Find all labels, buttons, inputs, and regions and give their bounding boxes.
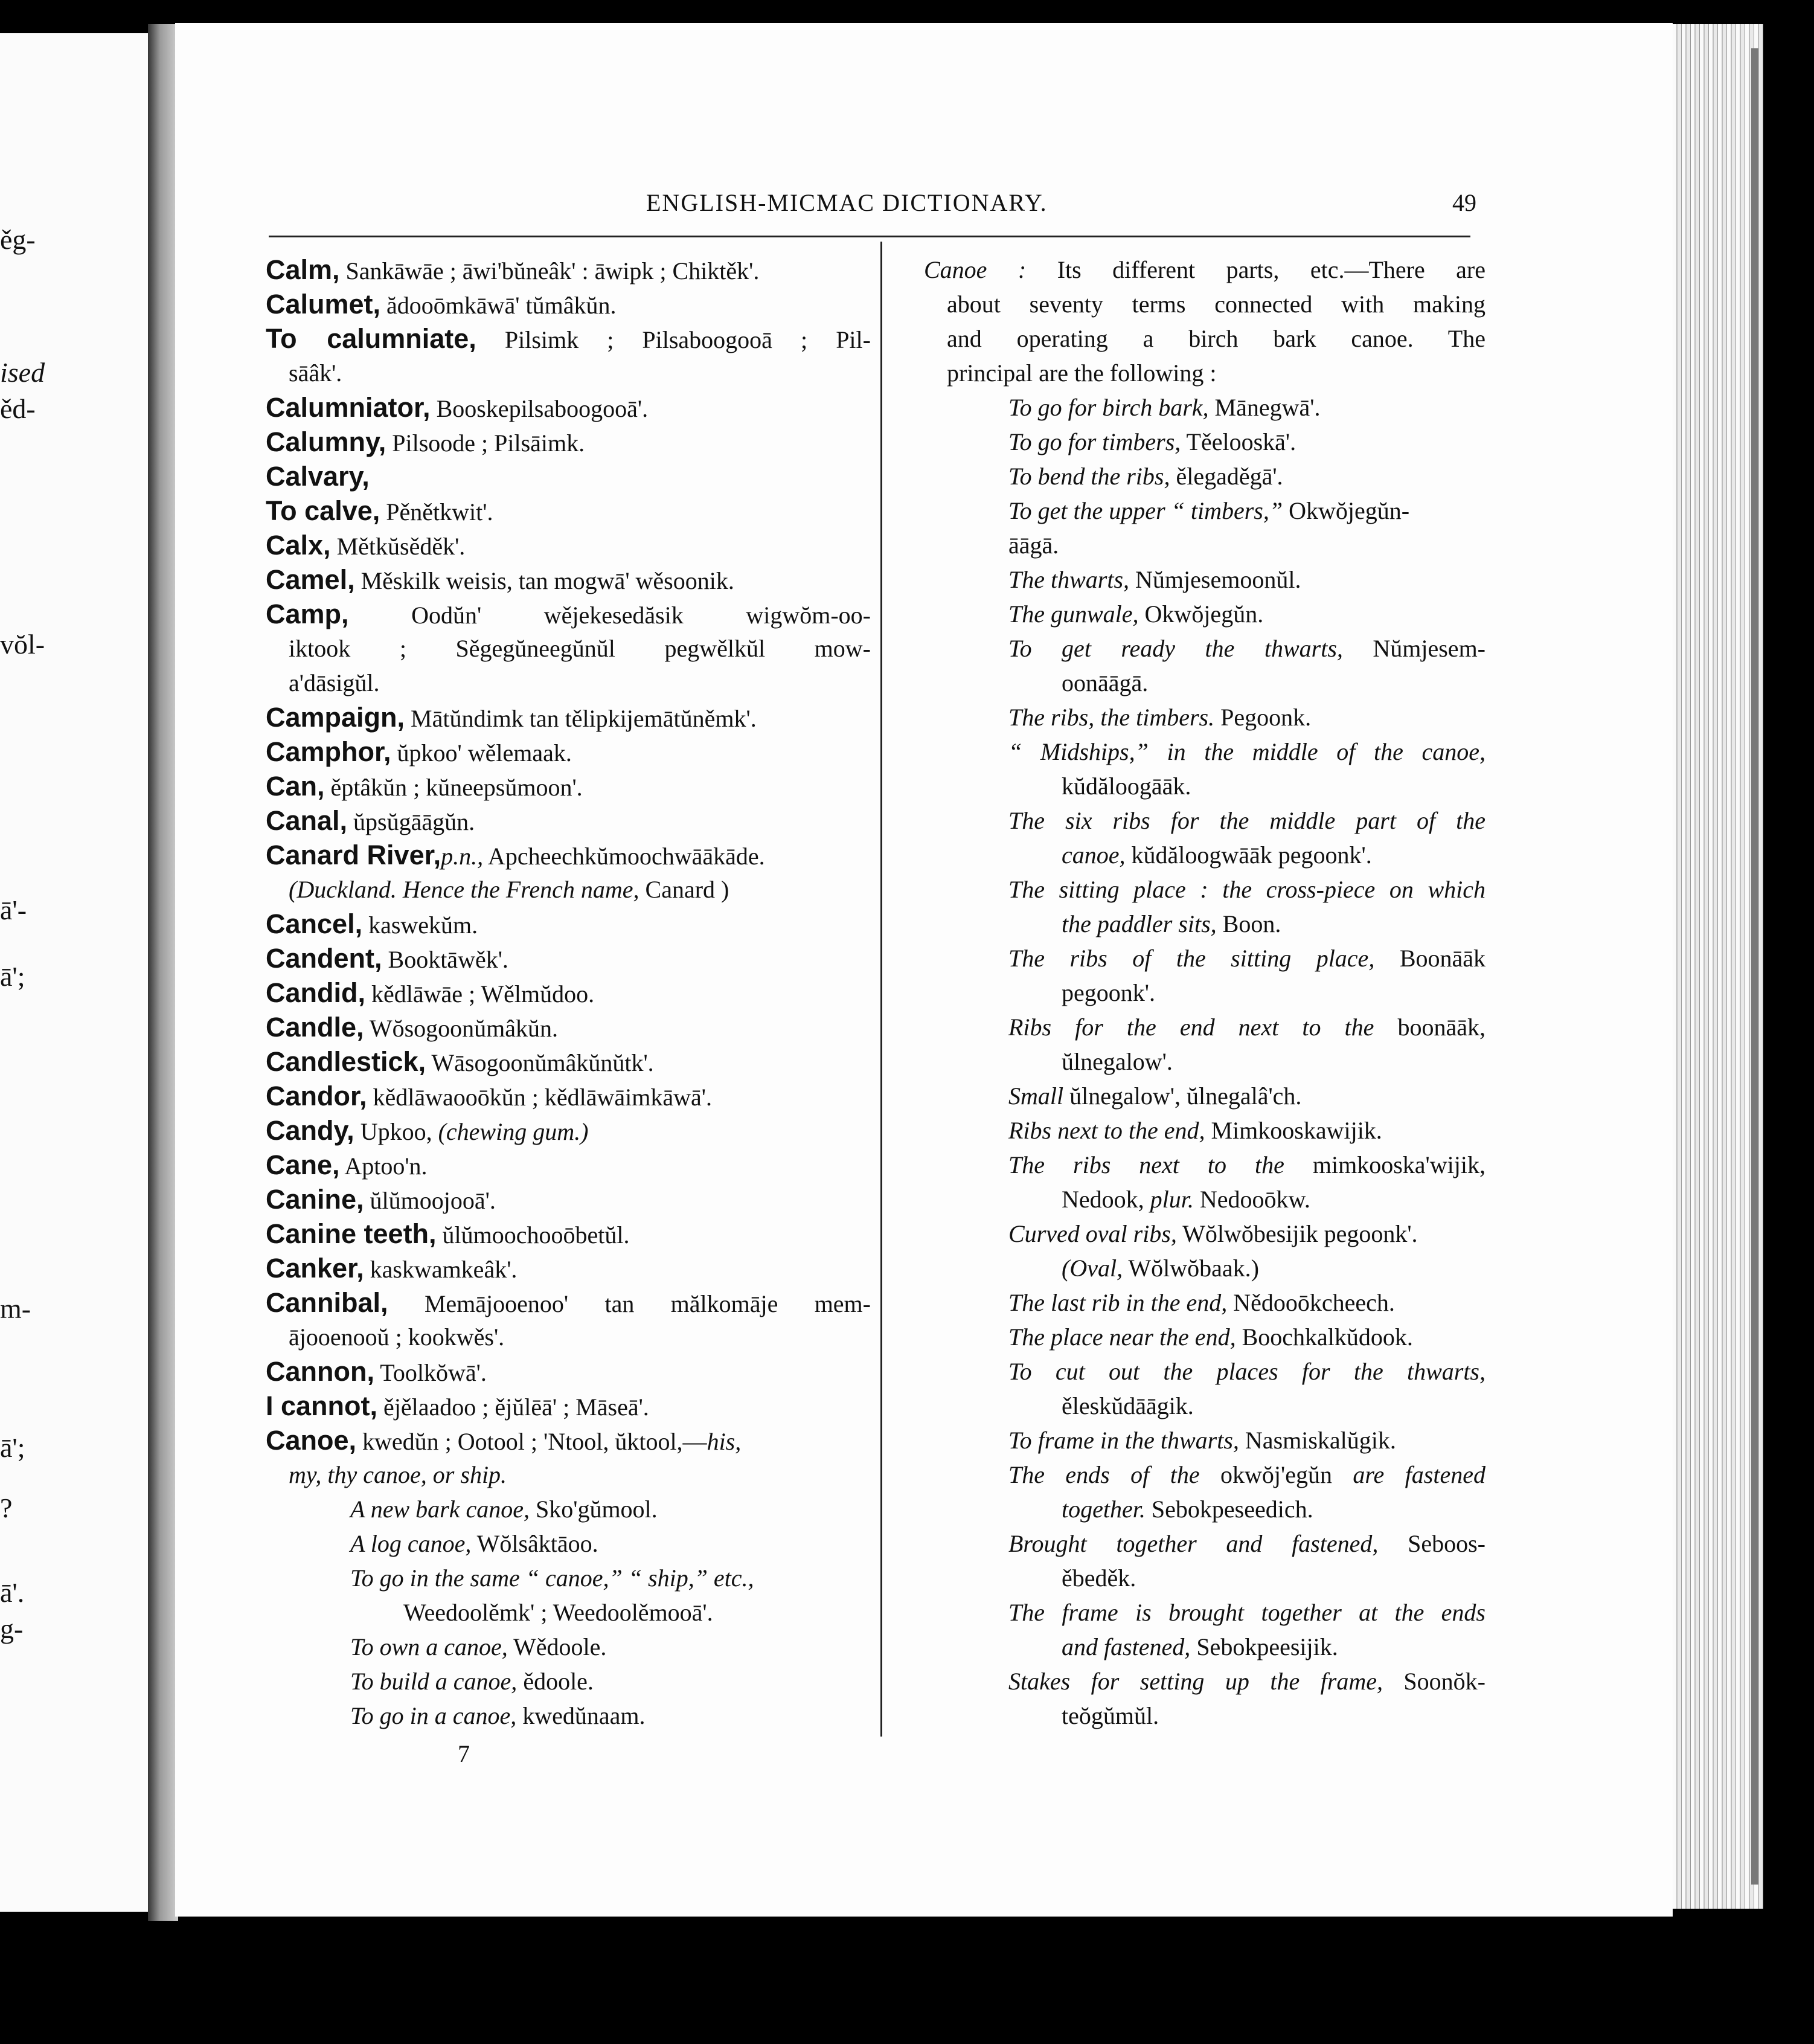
headword: Canine teeth,	[266, 1218, 437, 1249]
italic-gloss: The ends of the	[1008, 1461, 1200, 1488]
page-number: 49	[1452, 189, 1476, 216]
entry-line	[924, 1630, 1485, 1664]
entry-line	[266, 666, 871, 700]
headword: Calm,	[266, 254, 340, 285]
entry-line	[924, 562, 1485, 597]
translation: okwŏj'egŭn	[1199, 1461, 1332, 1488]
entry-line	[924, 459, 1485, 493]
headword: Canal,	[266, 805, 348, 836]
italic-gloss: To go for timbers,	[1008, 428, 1181, 455]
italic-gloss: my, thy canoe, or ship.	[289, 1461, 507, 1488]
translation: mimkooska'wijik,	[1284, 1151, 1485, 1178]
translation: Měskilk weisis, tan mogwā' wěsoonik.	[354, 567, 734, 594]
translation: teŏgŭmŭl.	[1062, 1702, 1159, 1729]
entry-line	[924, 631, 1485, 666]
headword: Calumet,	[266, 289, 381, 320]
left-page-fragment: ised	[0, 357, 45, 388]
entry-line	[266, 562, 871, 597]
left-page-fragment: ā'-	[0, 895, 27, 925]
entry-line	[924, 803, 1485, 838]
entry-line	[266, 252, 871, 287]
italic-gloss: plur.	[1144, 1186, 1194, 1213]
translation: iktook ; Sěgegŭneegŭnŭl pegwělkŭl mow-	[289, 635, 871, 662]
entry-line	[266, 1010, 871, 1044]
entry-line	[266, 975, 871, 1010]
headword: Candent,	[266, 943, 382, 974]
entry-line	[266, 1630, 871, 1664]
italic-gloss: Ribs for the end next to the	[1008, 1014, 1374, 1041]
italic-gloss: A log canoe,	[350, 1530, 472, 1557]
translation: Nědooōkcheech.	[1227, 1289, 1395, 1316]
headword: I cannot,	[266, 1390, 378, 1421]
translation: pegoonk'.	[1062, 979, 1155, 1006]
italic-gloss: To get ready the thwarts,	[1008, 635, 1343, 662]
entry-line	[924, 1148, 1485, 1182]
translation: Pilsimk ; Pilsaboogooā ; Pil-	[476, 326, 871, 353]
italic-gloss: The ribs of the sitting place,	[1008, 945, 1375, 972]
translation: Sankāwāe ; āwi'bŭneâk' : āwipk ; Chiktěk'.	[339, 257, 760, 284]
translation: Nŭmjesem-	[1342, 635, 1485, 662]
translation: ějělaadoo ; ějŭlēā' ; Māseā'.	[377, 1393, 649, 1421]
italic-gloss: To cut out the places for the thwarts,	[1008, 1358, 1485, 1385]
left-page-fragment: ?	[0, 1493, 13, 1523]
entry-line	[266, 1216, 871, 1251]
translation: Wědoole.	[507, 1633, 607, 1660]
translation: kaskwamkeâk'.	[364, 1256, 518, 1283]
italic-gloss: The frame is brought together at the ends	[1008, 1599, 1485, 1626]
headword: Cannon,	[266, 1356, 374, 1387]
entry-line	[266, 1044, 871, 1079]
italic-gloss: Ribs next to the end,	[1008, 1117, 1205, 1144]
entry-line	[924, 1113, 1485, 1148]
translation: Sebokpeesijik.	[1190, 1633, 1338, 1660]
entry-line	[266, 631, 871, 666]
entry-line	[924, 1664, 1485, 1699]
translation: ěbeděk.	[1062, 1564, 1136, 1592]
italic-gloss: are fastened	[1332, 1461, 1485, 1488]
entry-line	[924, 941, 1485, 975]
left-column	[266, 252, 871, 1733]
translation: Nedooōkw.	[1193, 1186, 1310, 1213]
translation: kědlāwāe ; Wělmŭdoo.	[365, 980, 595, 1008]
translation: kŭdăloogāāk.	[1062, 773, 1191, 800]
translation: kědlāwaooōkŭn ; kědlāwāimkāwā'.	[367, 1084, 712, 1111]
translation: Sko'gŭmool.	[529, 1496, 658, 1523]
translation: oonāāgā.	[1062, 669, 1149, 696]
translation: Boonāāk	[1374, 945, 1485, 972]
headword: Canoe,	[266, 1425, 357, 1456]
entry-line	[266, 1457, 871, 1492]
italic-gloss: To get the upper “ timbers,”	[1008, 497, 1283, 524]
entry-line	[924, 666, 1485, 700]
headword: Can,	[266, 771, 325, 802]
entry-line	[924, 425, 1485, 459]
entry-line	[266, 459, 871, 493]
entry-line	[924, 1595, 1485, 1630]
translation: ědoole.	[517, 1668, 594, 1695]
right-column	[924, 252, 1485, 1733]
entry-line	[924, 528, 1485, 562]
translation: ŭlnegalow', ŭlnegalâ'ch.	[1063, 1082, 1302, 1110]
headword: Calvary,	[266, 461, 370, 492]
book-gutter	[148, 24, 178, 1921]
entry-line	[266, 287, 871, 321]
headword: Cannibal,	[266, 1287, 388, 1318]
translation: ŭpkoo' wělemaak.	[391, 739, 572, 766]
italic-gloss: “ Midships,” in the middle of the canoe,	[1008, 738, 1485, 765]
italic-gloss: Canoe :	[924, 256, 1027, 283]
entry-line	[924, 907, 1485, 941]
entry-line	[266, 769, 871, 803]
translation: ŭlŭmoojooā'.	[364, 1187, 496, 1214]
translation: Canard )	[639, 876, 729, 903]
italic-gloss: (Duckland. Hence the French name,	[289, 876, 639, 903]
headword: Candlestick,	[266, 1046, 426, 1077]
entry-line	[924, 1561, 1485, 1595]
translation: and operating a birch bark canoe. The	[947, 325, 1485, 352]
entry-line	[924, 493, 1485, 528]
translation: a'dāsigŭl.	[289, 669, 380, 696]
translation: kaswekŭm.	[362, 911, 478, 939]
entry-line	[924, 321, 1485, 356]
translation: ŭpsŭgāāgŭn.	[347, 808, 475, 835]
entry-line	[266, 528, 871, 562]
translation: Boochkalkŭdook.	[1236, 1323, 1413, 1351]
italic-gloss: Curved oval ribs,	[1008, 1220, 1177, 1247]
translation: Soonŏk-	[1382, 1668, 1485, 1695]
entry-line	[266, 803, 871, 838]
translation: Booskepilsaboogooā'.	[430, 395, 649, 422]
italic-gloss: canoe,	[1062, 841, 1126, 869]
translation: kwedŭn ; Ootool ; 'Ntool, ŭktool,—	[356, 1428, 707, 1455]
headword: To calve,	[266, 495, 380, 526]
translation: Upkoo,	[354, 1118, 432, 1145]
entry-line	[266, 425, 871, 459]
entry-line	[924, 1423, 1485, 1457]
italic-gloss: A new bark canoe,	[350, 1496, 530, 1523]
entry-line	[266, 1492, 871, 1526]
headword: Cancel,	[266, 908, 363, 939]
translation: ădooōmkāwā' tŭmâkŭn.	[380, 292, 617, 319]
italic-gloss: The six ribs for the middle part of the	[1008, 807, 1485, 834]
entry-line	[266, 907, 871, 941]
entry-line	[266, 321, 871, 356]
left-page-fragment: ā'.	[0, 1577, 25, 1608]
italic-gloss: the paddler sits,	[1062, 910, 1217, 937]
italic-gloss: The thwarts,	[1008, 566, 1130, 593]
entry-line	[266, 1664, 871, 1699]
translation: Wŏlwŏbesijik pegoonk'.	[1176, 1220, 1418, 1247]
headword: Candle,	[266, 1012, 364, 1043]
headword: Calx,	[266, 530, 331, 561]
entry-line	[266, 1389, 871, 1423]
entry-line	[924, 1320, 1485, 1354]
translation: Oodŭn' wějekesedăsik wigwŏm-oo-	[348, 602, 871, 629]
italic-gloss: (Oval,	[1062, 1255, 1123, 1282]
headword: Calumny,	[266, 426, 386, 457]
entry-line	[924, 1354, 1485, 1389]
entry-line	[924, 1699, 1485, 1733]
translation: Wŏsogoonŭmâkŭn.	[364, 1015, 559, 1042]
translation: Mātŭndimk tan tělipkijemātŭněmk'.	[405, 705, 757, 732]
italic-gloss: To go in a canoe,	[350, 1702, 517, 1729]
entry-line	[266, 1320, 871, 1354]
italic-gloss: To build a canoe,	[350, 1668, 518, 1695]
translation: Apcheechkŭmoochwāākāde.	[483, 843, 765, 870]
entry-line	[924, 1492, 1485, 1526]
entry-line	[266, 1113, 871, 1148]
italic-gloss: his,	[707, 1428, 742, 1455]
italic-gloss: The sitting place : the cross-piece on which	[1008, 876, 1485, 903]
headword: Cane,	[266, 1149, 340, 1180]
entry-line	[266, 493, 871, 528]
entry-line	[266, 838, 871, 872]
entry-line	[924, 1457, 1485, 1492]
italic-gloss: Small	[1008, 1082, 1064, 1110]
page-stack-edges	[1673, 24, 1763, 1909]
entry-line	[924, 769, 1485, 803]
entry-line	[266, 1251, 871, 1285]
left-page-fragment: ā';	[0, 1432, 25, 1463]
entry-line	[924, 1044, 1485, 1079]
entry-line	[266, 1526, 871, 1561]
translation: Its different parts, etc.—There are	[1026, 256, 1485, 283]
entry-line	[266, 1182, 871, 1216]
entry-line	[924, 356, 1485, 390]
entry-line	[266, 356, 871, 390]
italic-gloss: The ribs, the timbers.	[1008, 704, 1215, 731]
entry-line	[924, 1010, 1485, 1044]
translation: sāâk'.	[289, 359, 342, 387]
entry-line	[924, 872, 1485, 907]
translation: Mānegwā'.	[1208, 394, 1321, 421]
headword: Candid,	[266, 977, 365, 1008]
left-page-fragment: ěd-	[0, 393, 36, 424]
headword: Calumniator,	[266, 392, 431, 423]
italic-gloss: together.	[1062, 1496, 1146, 1523]
entry-line	[924, 975, 1485, 1010]
translation: ŭlnegalow'.	[1062, 1048, 1173, 1075]
italic-gloss: To bend the ribs,	[1008, 463, 1170, 490]
italic-gloss: Brought together and fastened,	[1008, 1530, 1379, 1557]
entry-line	[266, 1595, 871, 1630]
left-page-fragment: ā';	[0, 961, 25, 992]
entry-line	[924, 252, 1485, 287]
entry-line	[266, 1079, 871, 1113]
translation: Pegoonk.	[1214, 704, 1312, 731]
part-of-speech: p.n.,	[441, 843, 484, 870]
entry-line	[924, 1251, 1485, 1285]
italic-gloss: Stakes for setting up the frame,	[1008, 1668, 1383, 1695]
entry-line	[266, 734, 871, 769]
entry-line	[266, 700, 871, 734]
headword: Camel,	[266, 564, 355, 595]
translation: Mimkooskawijik.	[1205, 1117, 1382, 1144]
running-header: ENGLISH-MICMAC DICTIONARY.	[646, 189, 1048, 216]
translation: Weedoolěmk' ; Weedoolěmooā'.	[403, 1599, 713, 1626]
headword: To calumniate,	[266, 323, 476, 354]
header-rule	[269, 236, 1470, 237]
translation: Nedook,	[1062, 1186, 1144, 1213]
entry-line	[266, 597, 871, 631]
translation: principal are the following :	[947, 359, 1217, 387]
translation: ěleskŭdāāgik.	[1062, 1392, 1194, 1419]
headword: Canker,	[266, 1253, 364, 1284]
translation: Nasmiskalŭgik.	[1239, 1427, 1396, 1454]
entry-line	[924, 1526, 1485, 1561]
left-page-fragment: vŏl-	[0, 629, 45, 660]
entry-line	[266, 1354, 871, 1389]
translation: ŭlŭmoochooōbetŭl.	[436, 1221, 630, 1249]
translation: Okwŏjegŭn.	[1138, 600, 1264, 628]
entry-line	[266, 1148, 871, 1182]
headword: Canard River,	[266, 840, 441, 870]
italic-gloss: The last rib in the end,	[1008, 1289, 1228, 1316]
translation: Wŏlsâktāoo.	[471, 1530, 598, 1557]
translation: boonāāk,	[1374, 1014, 1485, 1041]
translation: Memājooenoo' tan mălkomāje mem-	[388, 1290, 871, 1317]
entry-line	[924, 1182, 1485, 1216]
column-divider	[880, 242, 882, 1737]
italic-gloss: To own a canoe,	[350, 1633, 508, 1660]
page-stack-shadow	[1751, 48, 1758, 1885]
left-page-fragment: ěg-	[0, 224, 36, 255]
entry-line	[266, 941, 871, 975]
translation: ājooenooŭ ; kookwěs'.	[289, 1323, 505, 1351]
entry-line	[266, 872, 871, 907]
headword: Campaign,	[266, 702, 405, 733]
translation: Aptoo'n.	[339, 1152, 428, 1180]
entry-line	[924, 1079, 1485, 1113]
translation: ěptâkŭn ; kŭneepsŭmoon'.	[324, 774, 583, 801]
entry-line	[924, 390, 1485, 425]
translation: kŭdăloogwāāk pegoonk'.	[1125, 841, 1372, 869]
translation: Nŭmjesemoonŭl.	[1129, 566, 1301, 593]
headword: Camp,	[266, 599, 349, 629]
translation: Boon.	[1216, 910, 1281, 937]
entry-line	[266, 390, 871, 425]
italic-gloss: The place near the end,	[1008, 1323, 1236, 1351]
headword: Camphor,	[266, 736, 391, 767]
entry-line	[924, 1216, 1485, 1251]
left-page-fragment: g-	[0, 1613, 24, 1644]
entry-line	[924, 700, 1485, 734]
translation: Okwŏjegŭn-	[1283, 497, 1410, 524]
entry-line	[924, 597, 1485, 631]
entry-line	[924, 734, 1485, 769]
translation: Seboos-	[1378, 1530, 1485, 1557]
translation: Booktāwěk'.	[382, 946, 508, 973]
italic-gloss: The ribs next to the	[1008, 1151, 1284, 1178]
translation: Mětkŭsěděk'.	[330, 533, 466, 560]
entry-line	[266, 1699, 871, 1733]
entry-line	[266, 1285, 871, 1320]
left-page-fragment: m-	[0, 1293, 31, 1324]
headword: Candor,	[266, 1081, 367, 1111]
italic-gloss: To go in the same “ canoe,” “ ship,” etc.,	[350, 1564, 754, 1592]
entry-line	[924, 1389, 1485, 1423]
translation: ělegaděgā'.	[1170, 463, 1283, 490]
headword: Candy,	[266, 1115, 354, 1146]
translation: kwedŭnaam.	[516, 1702, 646, 1729]
translation: Toolkŏwā'.	[374, 1359, 487, 1386]
italic-gloss: To go for birch bark,	[1008, 394, 1209, 421]
translation: about seventy terms connected with making	[947, 291, 1485, 318]
italic-gloss: and fastened,	[1062, 1633, 1191, 1660]
italic-gloss: The gunwale,	[1008, 600, 1139, 628]
translation: Těelooskā'.	[1181, 428, 1296, 455]
entry-line	[924, 1285, 1485, 1320]
headword: Canine,	[266, 1184, 364, 1215]
translation: Pěnětkwit'.	[380, 498, 493, 525]
signature-mark: 7	[458, 1740, 470, 1767]
translation: Wāsogoonŭmâkŭnŭtk'.	[426, 1049, 654, 1076]
translation: Wŏlwŏbaak.)	[1123, 1255, 1259, 1282]
entry-line	[924, 287, 1485, 321]
italic-gloss: (chewing gum.)	[432, 1118, 589, 1145]
italic-gloss: To frame in the thwarts,	[1008, 1427, 1239, 1454]
entry-line	[924, 838, 1485, 872]
entry-line	[266, 1561, 871, 1595]
entry-line	[266, 1423, 871, 1457]
translation: Pilsoode ; Pilsāimk.	[386, 429, 585, 457]
translation: Sebokpeseedich.	[1145, 1496, 1313, 1523]
left-page-edge	[0, 33, 154, 1912]
translation: āāgā.	[1008, 532, 1059, 559]
